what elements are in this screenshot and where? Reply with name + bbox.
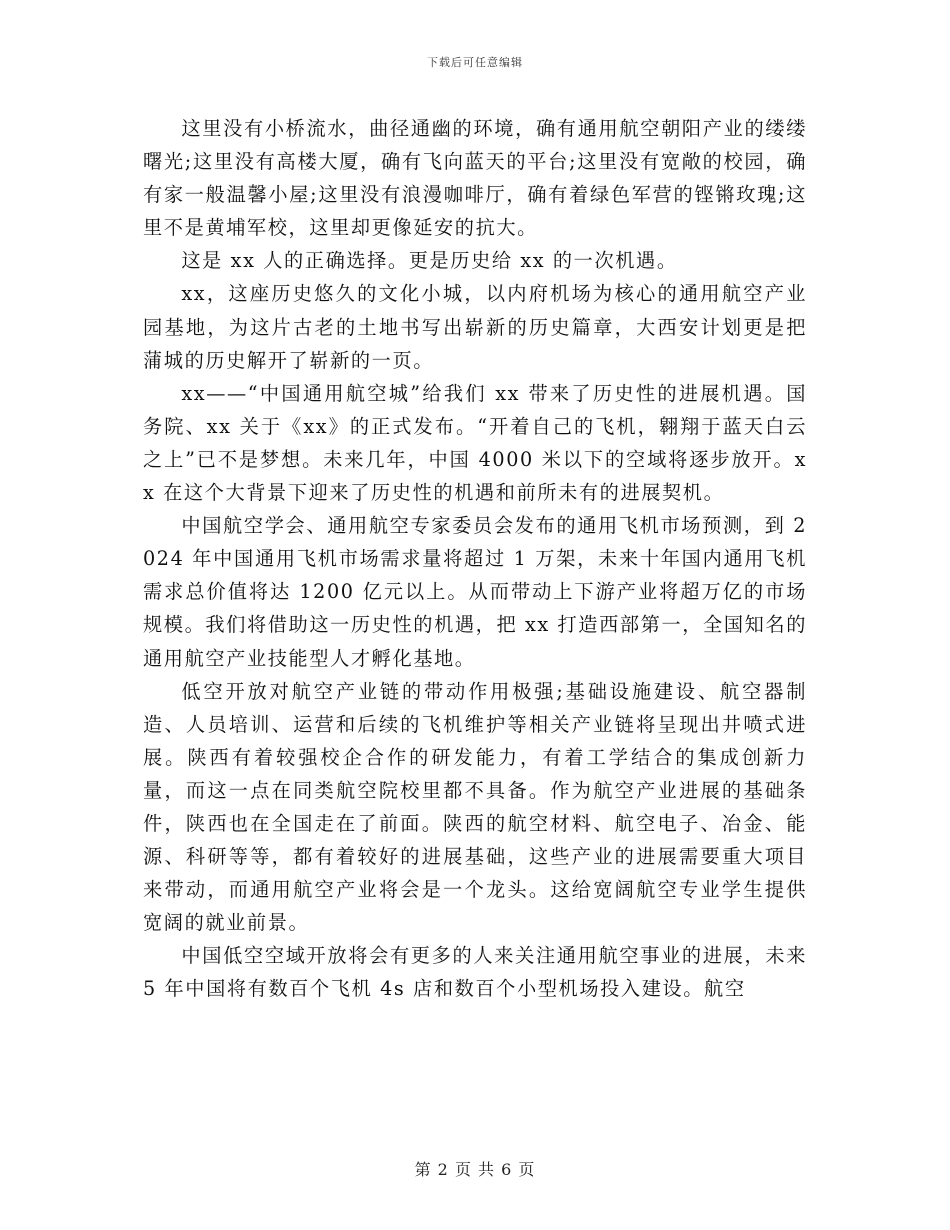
paragraph: 这是 xx 人的正确选择。更是历史给 xx 的一次机遇。 bbox=[181, 249, 678, 273]
page-number-footer: 第 2 页 共 6 页 bbox=[414, 1160, 536, 1179]
paragraph: 中国航空学会、通用航空专家委员会发布的通用飞机市场预测，到 2024 年中国通用飞机市场需求量将超过 1 万架，未来十年国内通用飞机需求总价值将达 1200 亿元以上。从而带动上下游产业将超万亿的市场规模。我们将借助这一历史性的机遇，把 xx 打造西部第一，全国知名的通用航空产业技能型人才孵化基地。 bbox=[143, 514, 807, 670]
paragraph: xx——“中国通用航空城”给我们 xx 带来了历史性的进展机遇。国务院、xx 关于《xx》的正式发布。“开着自己的飞机，翱翔于蓝天白云之上”已不是梦想。未来几年，中国 4000 米以下的空域将逐步放开。xx 在这个大背景下迎来了历史性的机遇和前所未有的进展契机。 bbox=[143, 381, 807, 505]
page-header: 下载后可任意编辑 bbox=[427, 56, 523, 69]
paragraph: 低空开放对航空产业链的带动作用极强;基础设施建设、航空器制造、人员培训、运营和后续的飞机维护等相关产业链将呈现出井喷式进展。陕西有着较强校企合作的研发能力，有着工学结合的集成创新力量，而这一点在同类航空院校里都不具备。作为航空产业进展的基础条件，陕西也在全国走在了前面。陕西的航空材料、航空电子、冶金、能源、科研等等，都有着较好的进展基础，这些产业的进展需要重大项目来带动，而通用航空产业将会是一个龙头。这给宽阔航空专业学生提供宽阔的就业前景。 bbox=[143, 679, 807, 935]
document-body bbox=[143, 112, 807, 1006]
paragraph: 这里没有小桥流水，曲径通幽的环境，确有通用航空朝阳产业的缕缕曙光;这里没有高楼大厦，确有飞向蓝天的平台;这里没有宽敞的校园，确有家一般温馨小屋;这里没有浪漫咖啡厅，确有着绿色军营的铿锵玫瑰;这里不是黄埔军校，这里却更像延安的抗大。 bbox=[143, 117, 807, 240]
paragraph: 中国低空空域开放将会有更多的人来关注通用航空事业的进展，未来 5 年中国将有数百个飞机 4s 店和数百个小型机场投入建设。航空 bbox=[143, 944, 807, 1001]
paragraph: xx，这座历史悠久的文化小城，以内府机场为核心的通用航空产业园基地，为这片古老的土地书写出崭新的历史篇章，大西安计划更是把蒲城的历史解开了崭新的一页。 bbox=[143, 282, 807, 372]
